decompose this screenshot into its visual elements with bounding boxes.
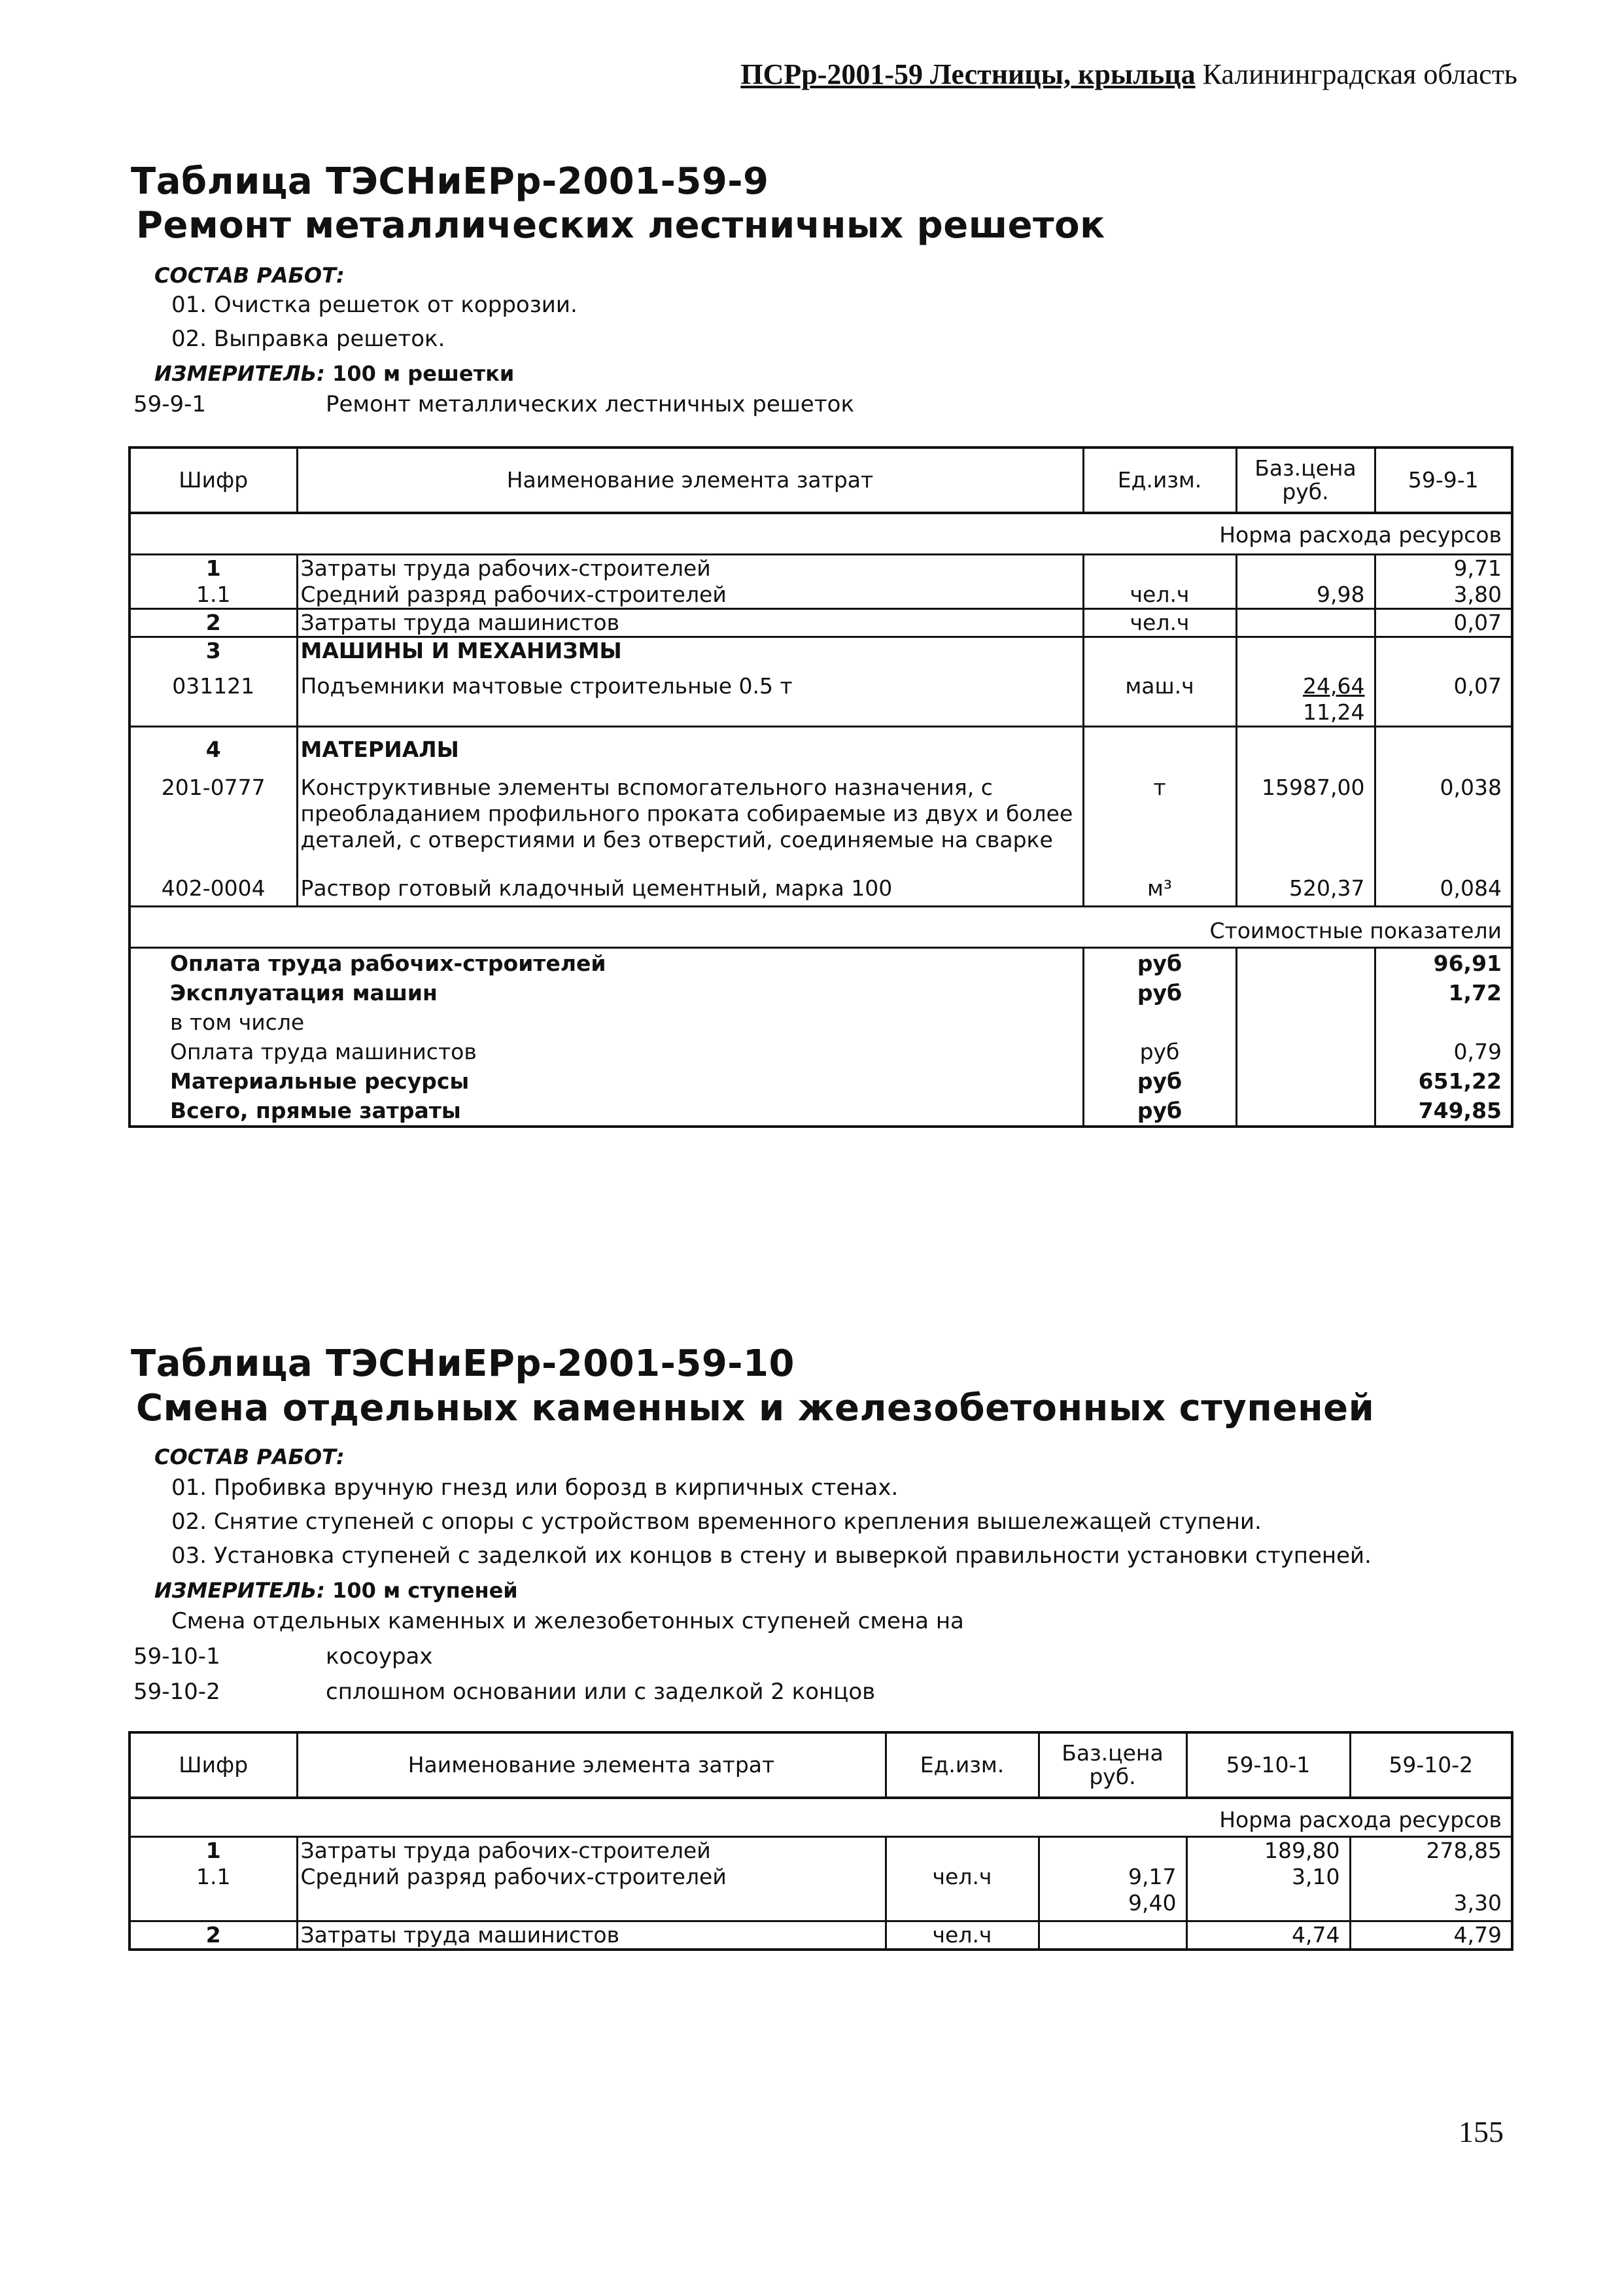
table10-row3-code [130,1890,297,1921]
table10-header-cipher: Шифр [130,1732,297,1798]
table9-cost1-value: 96,91 [1375,948,1512,979]
table-row [130,727,1512,763]
table9-cost4-unit: руб [1083,1037,1236,1066]
table9-row6-unit [1083,727,1236,763]
table9-cost3-unit [1083,1007,1236,1037]
table10-item2-name: сплошном основании или с заделкой 2 концов [326,1679,876,1705]
table9-cost-label-row [130,907,1512,948]
table9-item-name: Ремонт металлических лестничных решеток [326,391,854,417]
table9-cost6-price [1236,1096,1375,1127]
table10-row3-unit [886,1890,1039,1921]
table10-row4-name: Затраты труда машинистов [297,1921,886,1950]
running-header [693,58,1517,91]
table9-row4-name: МАШИНЫ И МЕХАНИЗМЫ [297,637,1083,665]
table-row [130,664,1512,727]
table9-cost6-unit: руб [1083,1096,1236,1127]
table9-row6-price [1236,727,1375,763]
table10-row4-code: 2 [130,1921,297,1950]
table9-cost1-name: Оплата труда рабочих-строителей [130,948,1083,979]
table9-row5-price-alt: 11,24 [1303,699,1365,725]
table9-row2-unit: чел.ч [1083,582,1236,609]
table10-row2-v1: 3,10 [1186,1864,1350,1890]
table9-cost5-price [1236,1066,1375,1096]
table10-item2-code: 59-10-2 [133,1679,220,1705]
table10-item1-code: 59-10-1 [133,1643,220,1670]
table10-header-price-line2: руб. [1089,1764,1136,1789]
table-row [130,1007,1512,1037]
table9-row1-value: 9,71 [1375,555,1512,582]
table9-row8-name: Раствор готовый кладочный цементный, марка 100 [297,873,1083,907]
table9-norm-label: Норма расхода ресурсов [130,513,1512,555]
table10-grid [128,1731,1513,1951]
table10-row2-price: 9,17 [1039,1864,1186,1890]
table9-subtitle: Ремонт металлических лестничных решеток [136,204,1105,247]
table9-row5-price [1236,664,1375,727]
table10-row3-name [297,1890,886,1921]
table10-measure-label: ИЗМЕРИТЕЛЬ: [154,1578,325,1603]
table10-row2-v2 [1350,1864,1512,1890]
table9-cost4-name: Оплата труда машинистов [130,1037,1083,1066]
table9-cost1-price [1236,948,1375,979]
table9-cost1-unit: руб [1083,948,1236,979]
table-row [130,555,1512,582]
table10-measure [154,1578,518,1603]
table-row [130,1037,1512,1066]
table9-cost4-price [1236,1037,1375,1066]
table-row [130,1066,1512,1096]
table9-header-price-line1: Баз.цена [1254,455,1356,481]
table9-row7-value: 0,038 [1375,763,1512,873]
table9-row2-price: 9,98 [1236,582,1375,609]
table9-row4-code: 3 [130,637,297,665]
table9-row1-price [1236,555,1375,582]
table10-intro: Смена отдельных каменных и железобетонных ступеней смена на [171,1608,964,1634]
table9-row8-code: 402-0004 [130,873,297,907]
table-row [130,948,1512,979]
table9-cost2-unit: руб [1083,978,1236,1007]
table10-norm-row [130,1798,1512,1837]
table10-row4-price [1039,1921,1186,1950]
table9-row3-unit: чел.ч [1083,609,1236,637]
table10-row4-v2: 4,79 [1350,1921,1512,1950]
table9-row6-name: МАТЕРИАЛЫ [297,727,1083,763]
table10-work-label: СОСТАВ РАБОТ: [154,1445,345,1469]
table9-cost2-name: Эксплуатация машин [130,978,1083,1007]
table9-row3-name: Затраты труда машинистов [297,609,1083,637]
table9-row3-price [1236,609,1375,637]
header-region: Калининградская область [1202,58,1517,90]
table-row [130,1837,1512,1865]
table9-cost5-unit: руб [1083,1066,1236,1096]
table10-work-1: 01. Пробивка вручную гнезд или борозд в кирпичных стенах. [171,1475,899,1501]
table9-row1-name: Затраты труда рабочих-строителей [297,555,1083,582]
table9-measure [154,361,514,386]
table10-row1-v1: 189,80 [1186,1837,1350,1865]
table9-row7-code: 201-0777 [130,763,297,873]
table10-row1-code: 1 [130,1837,297,1865]
table9-cost6-name: Всего, прямые затраты [130,1096,1083,1127]
table9-row3-value: 0,07 [1375,609,1512,637]
table9-measure-label: ИЗМЕРИТЕЛЬ: [154,361,325,386]
table10-row3-v2: 3,30 [1350,1890,1512,1921]
table9-header-unit: Ед.изм. [1083,447,1236,513]
table10-header-name: Наименование элемента затрат [297,1732,886,1798]
table-row [130,763,1512,873]
table9-grid [128,446,1513,1128]
table10-work-3: 03. Установка ступеней с заделкой их концов в стену и выверкой правильности установки ступеней. [171,1543,1372,1569]
table9-cost4-value: 0,79 [1375,1037,1512,1066]
table9-work-label: СОСТАВ РАБОТ: [154,263,345,288]
table9-row8-price: 520,37 [1236,873,1375,907]
table9-measure-value: 100 м решетки [332,361,515,386]
table9-row7-price: 15987,00 [1236,763,1375,873]
table10-row1-unit [886,1837,1039,1865]
table9-norm-row [130,513,1512,555]
table10-subtitle: Смена отдельных каменных и железобетонных ступеней [136,1387,1375,1429]
page-number: 155 [1459,2115,1504,2148]
table9-row6-code: 4 [130,727,297,763]
table9-work-2: 02. Выправка решеток. [171,326,445,352]
table10-norm-label: Норма расхода ресурсов [130,1798,1512,1837]
table9-cost5-name: Материальные ресурсы [130,1066,1083,1096]
table10-row2-unit: чел.ч [886,1864,1039,1890]
table9-row1-unit [1083,555,1236,582]
table9-title: Таблица ТЭСНиЕРр-2001-59-9 [131,160,769,203]
table9-row2-code: 1.1 [130,582,297,609]
table9-cost3-name: в том числе [130,1007,1083,1037]
table9-cost2-value: 1,72 [1375,978,1512,1007]
table10-header-row [130,1732,1512,1798]
table9-header-price [1236,447,1375,513]
table9-header-col: 59-9-1 [1375,447,1512,513]
table-row [130,582,1512,609]
table10-row2-code: 1.1 [130,1864,297,1890]
table9-cost2-price [1236,978,1375,1007]
table9-row3-code: 2 [130,609,297,637]
table10-row4-unit: чел.ч [886,1921,1039,1950]
table9-row4-unit [1083,637,1236,665]
table10-header-col2: 59-10-2 [1350,1732,1512,1798]
table10-title: Таблица ТЭСНиЕРр-2001-59-10 [131,1342,795,1385]
table9-cost5-value: 651,22 [1375,1066,1512,1096]
table9-row5-value: 0,07 [1375,664,1512,727]
table-row [130,978,1512,1007]
table10-row3-price: 9,40 [1039,1890,1186,1921]
table9-row2-value: 3,80 [1375,582,1512,609]
table9-header-name: Наименование элемента затрат [297,447,1083,513]
table10-header-unit: Ед.изм. [886,1732,1039,1798]
table9-row5-price-main: 24,64 [1303,673,1365,699]
table10-header-price [1039,1732,1186,1798]
table-row [130,873,1512,907]
table-row [130,1890,1512,1921]
table9-row5-code: 031121 [130,664,297,727]
table9-cost6-value: 749,85 [1375,1096,1512,1127]
table10-row2-name: Средний разряд рабочих-строителей [297,1864,886,1890]
table10-row1-price [1039,1837,1186,1865]
table9-row8-unit: м³ [1083,873,1236,907]
header-code: ПСРр-2001-59 Лестницы, крыльца [740,58,1196,90]
table-row [130,637,1512,665]
table9-item-code: 59-9-1 [133,391,207,417]
table9-row7-unit: т [1083,763,1236,873]
table9-header-row [130,447,1512,513]
table9-header-price-line2: руб. [1282,479,1329,504]
table9-header-cipher: Шифр [130,447,297,513]
table10-row3-v1 [1186,1890,1350,1921]
table10-measure-value: 100 м ступеней [332,1578,518,1603]
table9-row5-unit: маш.ч [1083,664,1236,727]
table10-row1-name: Затраты труда рабочих-строителей [297,1837,886,1865]
table9-row1-code: 1 [130,555,297,582]
table9-row4-price [1236,637,1375,665]
table-row [130,1921,1512,1950]
table9-row8-value: 0,084 [1375,873,1512,907]
table-row [130,609,1512,637]
table10-item1-name: косоурах [326,1643,433,1670]
table-row [130,1096,1512,1127]
table9-work-1: 01. Очистка решеток от коррозии. [171,292,578,318]
table10-header-price-line1: Баз.цена [1062,1740,1164,1766]
table9-cost-label: Стоимостные показатели [130,907,1512,948]
table9-row2-name: Средний разряд рабочих-строителей [297,582,1083,609]
table9-cost3-value [1375,1007,1512,1037]
table9-row4-value [1375,637,1512,665]
table9-cost3-price [1236,1007,1375,1037]
table9-row5-name: Подъемники мачтовые строительные 0.5 т [297,664,1083,727]
table9-row6-value [1375,727,1512,763]
table10-header-col1: 59-10-1 [1186,1732,1350,1798]
table10-row4-v1: 4,74 [1186,1921,1350,1950]
table-row [130,1864,1512,1890]
table10-work-2: 02. Снятие ступеней с опоры с устройством временного крепления вышележащей ступени. [171,1509,1262,1535]
table10-row1-v2: 278,85 [1350,1837,1512,1865]
table9-row7-name: Конструктивные элементы вспомогательного назначения, с преобладанием профильного проката собираемые из двух и более деталей, с отверстиями и без отверстий, соединяемые на сварке [297,763,1083,873]
